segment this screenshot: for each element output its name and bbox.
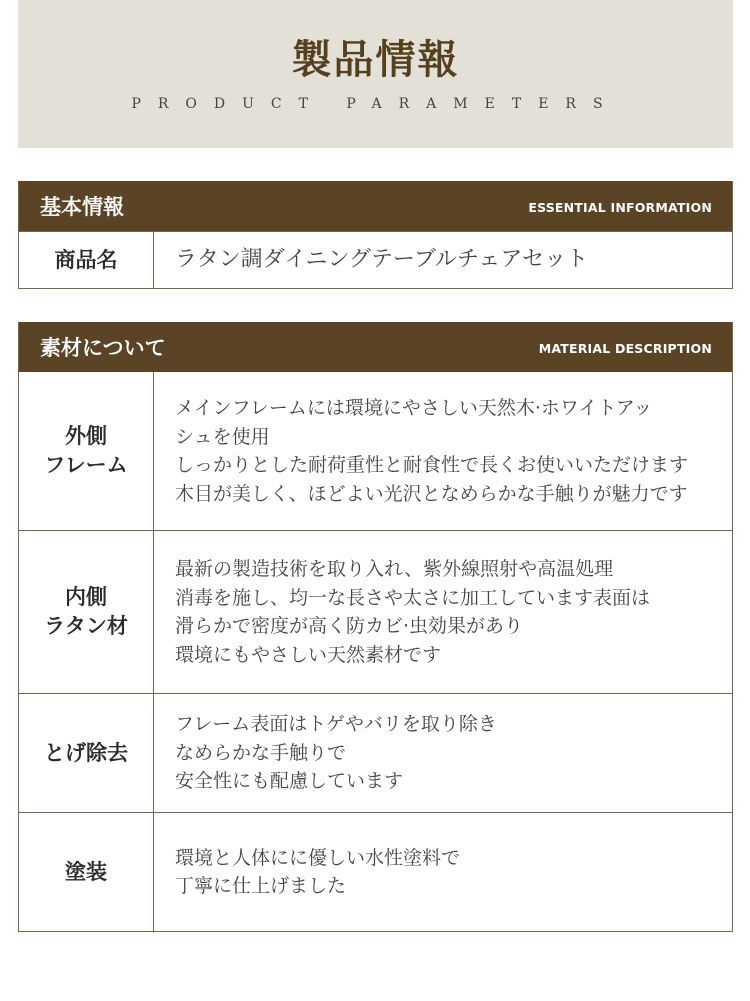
description-line: メインフレームには環境にやさしい天然木·ホワイトアッ: [175, 397, 653, 419]
basic-info-heading: 基本情報: [40, 195, 124, 219]
page-title: 製品情報: [291, 37, 460, 83]
description-line: 最新の製造技術を取り入れ、紫外線照射や高温処理: [175, 558, 614, 580]
material-row-outer-frame: [19, 372, 732, 530]
coating-label: 塗装: [19, 813, 154, 931]
basic-info-heading-en: ESSENTIAL INFORMATION: [528, 200, 712, 215]
material-row-coating: [19, 812, 732, 931]
header-banner: [18, 0, 733, 148]
description-line: 安全性にも配慮しています: [175, 770, 404, 793]
page-subtitle: PRODUCT PARAMETERS: [131, 96, 620, 112]
description-line: 滑らかで密度が高く防カビ·虫効果があり: [175, 615, 524, 637]
inner-rattan-label: 内側 ラタン材: [19, 531, 154, 693]
description-line: 丁寧に仕上げました: [175, 875, 347, 897]
basic-info-header: [19, 181, 732, 231]
product-name-row: [19, 231, 732, 288]
description-line: 環境にもやさしい天然素材です: [175, 643, 442, 666]
description-line: 木目が美しく、ほどよい光沢となめらかな手触りが魅力です: [175, 482, 688, 505]
outer-frame-label: 外側 フレーム: [19, 372, 154, 530]
material-row-inner-rattan: [19, 530, 732, 693]
description-line: シュを使用: [175, 425, 270, 448]
material-section: [18, 322, 733, 932]
description-line: なめらかな手触りで: [175, 741, 347, 764]
deburring-label: とげ除去: [19, 694, 154, 812]
material-heading: 素材について: [40, 336, 166, 360]
deburring-description: [154, 694, 732, 812]
basic-info-section: [18, 181, 733, 289]
description-line: 消毒を施し、均一な長さや太さに加工しています表面は: [175, 586, 651, 609]
description-line: 環境と人体にに優しい水性塗料で: [175, 846, 461, 869]
inner-rattan-description: [154, 531, 732, 693]
product-name-label: 商品名: [19, 232, 154, 288]
material-heading-en: MATERIAL DESCRIPTION: [538, 341, 712, 356]
material-row-deburring: [19, 693, 732, 812]
outer-frame-description: [154, 372, 732, 530]
coating-description: [154, 813, 732, 931]
description-line: しっかりとした耐荷重性と耐食性で長くお使いいただけます: [175, 454, 689, 476]
description-line: フレーム表面はトゲやバリを取り除き: [175, 713, 497, 736]
material-header: [19, 322, 732, 372]
product-name-value: ラタン調ダイニングテーブルチェアセット: [175, 246, 589, 272]
